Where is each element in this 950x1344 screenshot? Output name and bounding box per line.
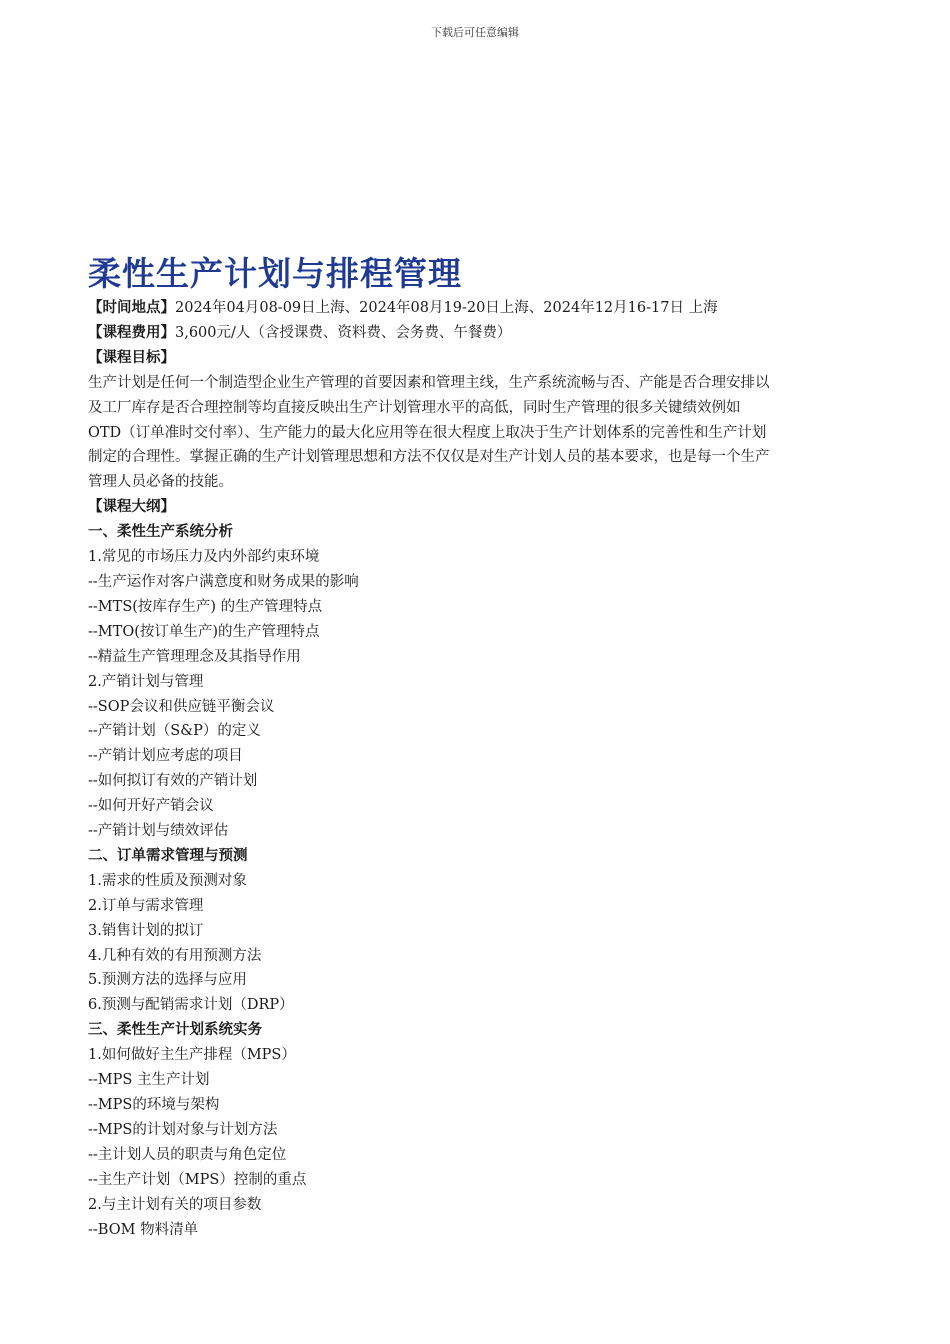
outline-item: 2.产销计划与管理: [88, 673, 204, 690]
goal-line: OTD（订单准时交付率）、生产能力的最大化应用等在很大程度上取决于生产计划体系的完善性和生产计划: [88, 424, 767, 441]
outline-item: 2.与主计划有关的项目参数: [88, 1196, 262, 1213]
outline-item: 1.如何做好主生产排程（MPS）: [88, 1047, 296, 1064]
outline-item: --如何开好产销会议: [88, 798, 214, 815]
outline-item: --精益生产管理理念及其指导作用: [88, 648, 301, 665]
outline-item: --如何拟订有效的产销计划: [88, 773, 258, 790]
outline-item: --MPS的环境与架构: [88, 1097, 220, 1113]
outline-item: --MTO(按订单生产)的生产管理特点: [88, 623, 320, 640]
outline-item: --BOM 物料清单: [88, 1221, 199, 1238]
outline-item: 5.预测方法的选择与应用: [88, 972, 247, 989]
outline-item: 6.预测与配销需求计划（DRP）: [88, 997, 294, 1014]
outline-item: 1.常见的市场压力及内外部约束环境: [88, 549, 320, 566]
goal-line: 制定的合理性。掌握正确的生产计划管理思想和方法不仅仅是对生产计划人员的基本要求，也是每一个生产: [88, 449, 770, 466]
outline-section-heading: 一、柔性生产系统分析: [88, 524, 233, 541]
time-location-value: 2024年04月08-09日上海、2024年08月19-20日上海、2024年12月16-17日 上海: [175, 300, 718, 316]
goal-line: 生产计划是任何一个制造型企业生产管理的首要因素和管理主线，生产系统流畅与否、产能是否合理安排以: [88, 374, 770, 391]
outline-item: 2.订单与需求管理: [88, 897, 204, 914]
outline-item: --MTS(按库存生产) 的生产管理特点: [88, 598, 323, 615]
course-fee-line: [88, 321, 878, 346]
course-outline-label: 【课程大纲】: [88, 499, 175, 516]
goal-line: 管理人员必备的技能。: [88, 474, 233, 491]
document-title: 柔性生产计划与排程管理: [88, 254, 462, 293]
outline-section-heading: 二、订单需求管理与预测: [88, 847, 248, 864]
outline-item: --生产运作对客户满意度和财务成果的影响: [88, 573, 359, 590]
time-location-line: [88, 296, 878, 321]
course-goal-label: 【课程目标】: [88, 349, 175, 366]
outline-item: --产销计划（S&P）的定义: [88, 723, 261, 740]
outline-item: --SOP会议和供应链平衡会议: [88, 698, 275, 715]
course-fee-label: 【课程费用】: [88, 324, 175, 341]
outline-item: 3.销售计划的拟订: [88, 922, 204, 939]
outline-item: --产销计划与绩效评估: [88, 823, 229, 840]
time-location-label: 【时间地点】: [88, 300, 175, 316]
course-fee-value: 3,600元/人（含授课费、资料费、会务费、午餐费）: [175, 324, 512, 341]
page-header-note: 下载后可任意编辑: [431, 26, 519, 39]
outline-section-heading: 三、柔性生产计划系统实务: [88, 1022, 262, 1039]
outline-item: 4.几种有效的有用预测方法: [88, 947, 262, 964]
outline-item: --MPS 主生产计划: [88, 1072, 210, 1089]
outline-item: --主计划人员的职责与角色定位: [88, 1146, 287, 1163]
outline-item: --MPS的计划对象与计划方法: [88, 1121, 278, 1138]
outline-item: --主生产计划（MPS）控制的重点: [88, 1171, 307, 1188]
course-outline-list: [88, 520, 878, 1242]
outline-item: --产销计划应考虑的项目: [88, 748, 243, 765]
goal-line: 及工厂库存是否合理控制等均直接反映出生产计划管理水平的高低，同时生产管理的很多关键绩效例如: [88, 399, 741, 416]
course-goal-paragraph: [88, 371, 878, 496]
outline-item: 1.需求的性质及预测对象: [88, 872, 247, 889]
document-body: [88, 252, 878, 1242]
